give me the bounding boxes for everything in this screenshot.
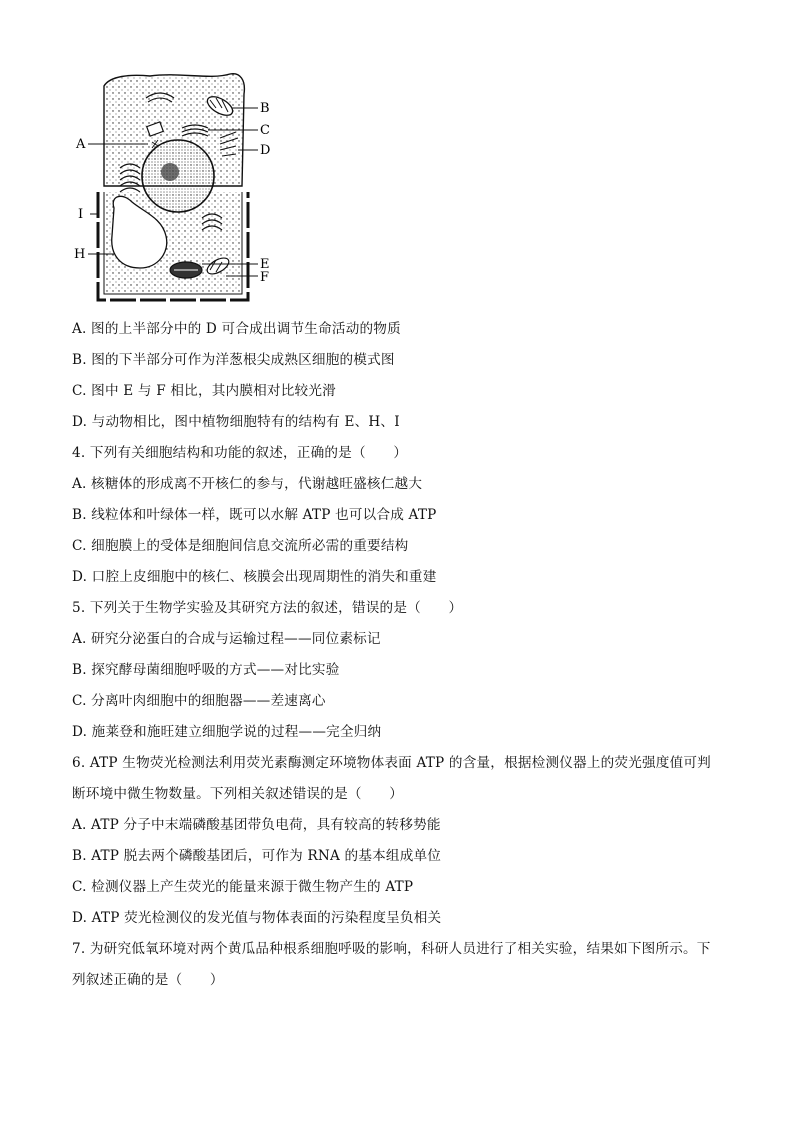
question-7-stem: 7. 为研究低氧环境对两个黄瓜品种根系细胞呼吸的影响，科研人员进行了相关实验，结果如下图所示。下: [72, 941, 711, 957]
label-b: B: [260, 101, 270, 116]
cell-diagram: [70, 68, 290, 304]
question-4-stem: 4. 下列有关细胞结构和功能的叙述，正确的是（ ）: [72, 445, 408, 461]
text-line: B. 探究酵母菌细胞呼吸的方式——对比实验: [72, 662, 340, 678]
label-f: F: [260, 270, 270, 285]
text-line: 列叙述正确的是（ ）: [72, 972, 224, 988]
text-line: D. ATP 荧光检测仪的发光值与物体表面的污染程度呈负相关: [72, 910, 442, 926]
label-a: A: [76, 137, 86, 152]
text-line: A. 图的上半部分中的 D 可合成出调节生命活动的物质: [72, 321, 401, 337]
text-line: B. ATP 脱去两个磷酸基团后，可作为 RNA 的基本组成单位: [72, 848, 442, 864]
question-5-stem: 5. 下列关于生物学实验及其研究方法的叙述，错误的是（ ）: [72, 600, 463, 616]
label-c: C: [260, 123, 270, 138]
text-line: A. 研究分泌蛋白的合成与运输过程——同位素标记: [72, 631, 381, 647]
chloroplast: [170, 262, 202, 278]
label-i: I: [78, 207, 84, 222]
label-e: E: [260, 257, 270, 272]
text-line: B. 图的下半部分可作为洋葱根尖成熟区细胞的模式图: [72, 352, 395, 368]
text-line: 断环境中微生物数量。下列相关叙述错误的是（ ）: [72, 786, 404, 802]
text-line: D. 口腔上皮细胞中的核仁、核膜会出现周期性的消失和重建: [72, 569, 437, 585]
label-h: H: [74, 247, 86, 262]
question-6-stem: 6. ATP 生物荧光检测法利用荧光素酶测定环境物体表面 ATP 的含量，根据检测仪器上的荧光强度值可判: [72, 755, 711, 771]
text-line: D. 施莱登和施旺建立细胞学说的过程——完全归纳: [72, 724, 382, 740]
text-line: C. 分离叶肉细胞中的细胞器——差速离心: [72, 693, 326, 709]
text-line: A. 核糖体的形成离不开核仁的参与，代谢越旺盛核仁越大: [72, 476, 423, 492]
text-line: C. 检测仪器上产生荧光的能量来源于微生物产生的 ATP: [72, 879, 414, 895]
text-line: B. 线粒体和叶绿体一样，既可以水解 ATP 也可以合成 ATP: [72, 507, 437, 523]
label-d: D: [260, 143, 271, 158]
text-line: C. 细胞膜上的受体是细胞间信息交流所必需的重要结构: [72, 538, 409, 554]
question-text: [72, 314, 722, 996]
text-line: D. 与动物相比，图中植物细胞特有的结构有 E、H、I: [72, 414, 400, 430]
text-line: A. ATP 分子中末端磷酸基团带负电荷，具有较高的转移势能: [72, 817, 441, 833]
text-line: C. 图中 E 与 F 相比，其内膜相对比较光滑: [72, 383, 336, 399]
